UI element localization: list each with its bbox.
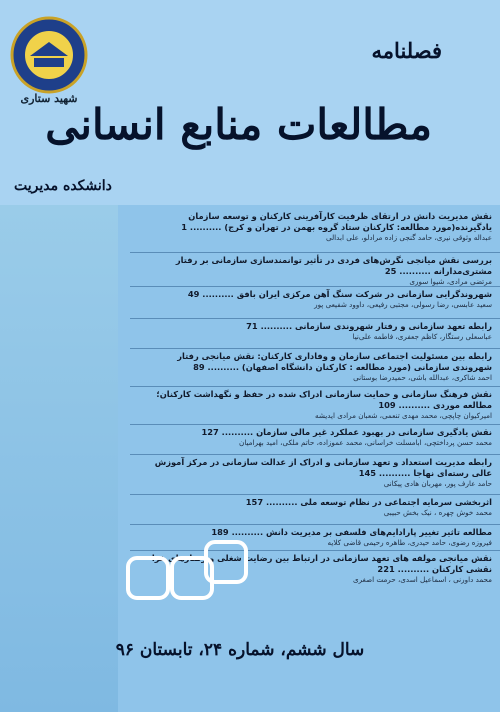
toc-entry-title: رابطه تعهد سازمانی و رفتار شهروندی سازمانی .......... 71 xyxy=(246,321,492,331)
toc-entry-title: نقش مدیریت دانش در ارتقای ظرفیت کارآفرینی کارکنان و توسعه سازمان یادگیرنده(مورد مطالعه: کارکنان ستاد گروه بهمن در تهران و کرج) .......... 1 xyxy=(181,211,492,232)
toc-entry-authors: محمد خوش چهره ، نیک بخش حبیبی xyxy=(383,508,492,517)
toc-entry xyxy=(136,211,492,243)
toc-entry xyxy=(136,497,492,518)
toc-entry xyxy=(136,289,492,310)
toc-entry-authors: حامد عارف پور، مهربان هادی پیکانی xyxy=(383,479,492,488)
toc-entry-authors: امیرکیوان چاپچی، محمد مهدی تنعمی، شعبان مرادی ایدیشه xyxy=(314,411,492,420)
toc-entry-authors: فیروزه رضوی، حامد حیدری، طاهره رحیمی قاضی کلایه xyxy=(327,538,492,547)
toc-entry-authors: عباسعلی رستگار، کاظم جعفری، فاطمه علی‌نیا xyxy=(352,332,492,341)
toc-entry-page: 157 xyxy=(245,497,264,507)
toc-entry-title: رابطه مدیریت استعداد و تعهد سازمانی و ادراک از عدالت سازمانی در مرکز آموزش عالی رسته‌ای نهاجا .......... 145 xyxy=(154,457,492,478)
toc-entry xyxy=(136,427,492,448)
toc-entry xyxy=(136,389,492,421)
toc-entry-title: اثربخشی سرمایه اجتماعی در نظام توسعه ملی .......... 157 xyxy=(245,497,492,507)
toc-entry-authors: محمد حسن پرداختچی، ابامسلت خراسانی، محمد عموزاده، حاتم ملکی، امید بهرامیان xyxy=(239,438,492,447)
toc-entry-authors: محمد داورنی ، اسماعیل اسدی، حرمت اصغری xyxy=(352,575,492,584)
toc-entry-title: نقش میانجی مولفه های تعهد سازمانی در ارتباط بین رضایت شغلی و رفتارهای فرا نقشی کارکنان .......... 221 xyxy=(151,553,492,574)
toc-entry-title: رابطه بین مسئولیت اجتماعی سازمان و وفاداری کارکنان: نقش میانجی رفتار شهروندی سازمانی (مورد مطالعه : کارکنان دانشگاه اصفهان) .......... 89 xyxy=(177,351,492,372)
toc-entry-title: نقش فرهنگ سازمانی و حمایت سازمانی ادراک شده در حفظ و نگهداشت کارکنان؛ مطالعه موردی .......... 109 xyxy=(156,389,492,410)
toc-entry-page: 221 xyxy=(377,564,395,574)
toc-entry-authors: سعید عابسی، رضا رسولی، مجتبی رفیعی، داوود شفیعی پور xyxy=(314,300,492,309)
toc-entry xyxy=(136,255,492,287)
toc-entry-authors: عبداله وثوقی نیری، حامد گنجی زاده مرادلو، علی ابدالی xyxy=(326,233,492,242)
logo-caption: شهید ستاری xyxy=(20,92,78,105)
toc-divider xyxy=(130,524,500,525)
decorative-boxes-icon xyxy=(120,532,260,612)
toc-entry-page: 25 xyxy=(384,266,397,276)
toc-entry-title: نقش یادگیری سازمانی در بهبود عملکرد غیر مالی سازمان .......... 127 xyxy=(201,427,492,437)
toc-entry-authors: احمد شاکری، عبدالله باشی، حمیدرضا بوستانی xyxy=(353,373,492,382)
toc-entry-title: مطالعه تاثیر تغییر پارادایم‌های فلسفی بر مدیریت دانش .......... 189 xyxy=(211,527,492,537)
toc-entry-page: 109 xyxy=(378,400,396,410)
toc-entry-page: 127 xyxy=(201,427,219,437)
toc-entry-authors: مرتضی مرادی، شیوا سوری xyxy=(409,277,492,286)
toc-entry xyxy=(136,321,492,342)
journal-title: مطالعات منابع انسانی xyxy=(45,100,432,149)
toc-divider xyxy=(130,454,500,455)
toc-entry-title: بررسی نقش میانجی نگرش‌های فردی در تأثیر توانمندسازی سازمانی بر رفتار مشتری‌مدارانه .......... 25 xyxy=(175,255,492,276)
toc-entry xyxy=(136,351,492,383)
issue-info: سال ششم، شماره ۲۴، تابستان ۹۶ xyxy=(115,640,365,660)
toc-entry-page: 145 xyxy=(358,468,377,478)
faculty-name: دانشکده مدیریت xyxy=(14,178,112,194)
toc-divider xyxy=(130,494,500,495)
toc-entry-page: 1 xyxy=(181,222,188,232)
toc-divider xyxy=(130,348,500,349)
toc-divider xyxy=(130,286,500,287)
journal-type: فصلنامه xyxy=(371,38,442,63)
toc-entry-page: 71 xyxy=(246,321,258,331)
toc-entry-title: شهروندگرایی سازمانی در شرکت سنگ آهن مرکزی ایران بافق .......... 49 xyxy=(187,289,492,299)
toc-entry-page: 89 xyxy=(193,362,205,372)
toc-entry xyxy=(136,457,492,489)
toc-divider xyxy=(130,386,500,387)
table-of-contents xyxy=(120,205,500,584)
university-logo-icon xyxy=(10,16,88,94)
toc-entry-page: 49 xyxy=(187,289,200,299)
toc-divider xyxy=(130,318,500,319)
toc-divider xyxy=(130,424,500,425)
toc-divider xyxy=(130,252,500,253)
toc-entry-page: 189 xyxy=(211,527,229,537)
left-panel xyxy=(0,205,118,712)
